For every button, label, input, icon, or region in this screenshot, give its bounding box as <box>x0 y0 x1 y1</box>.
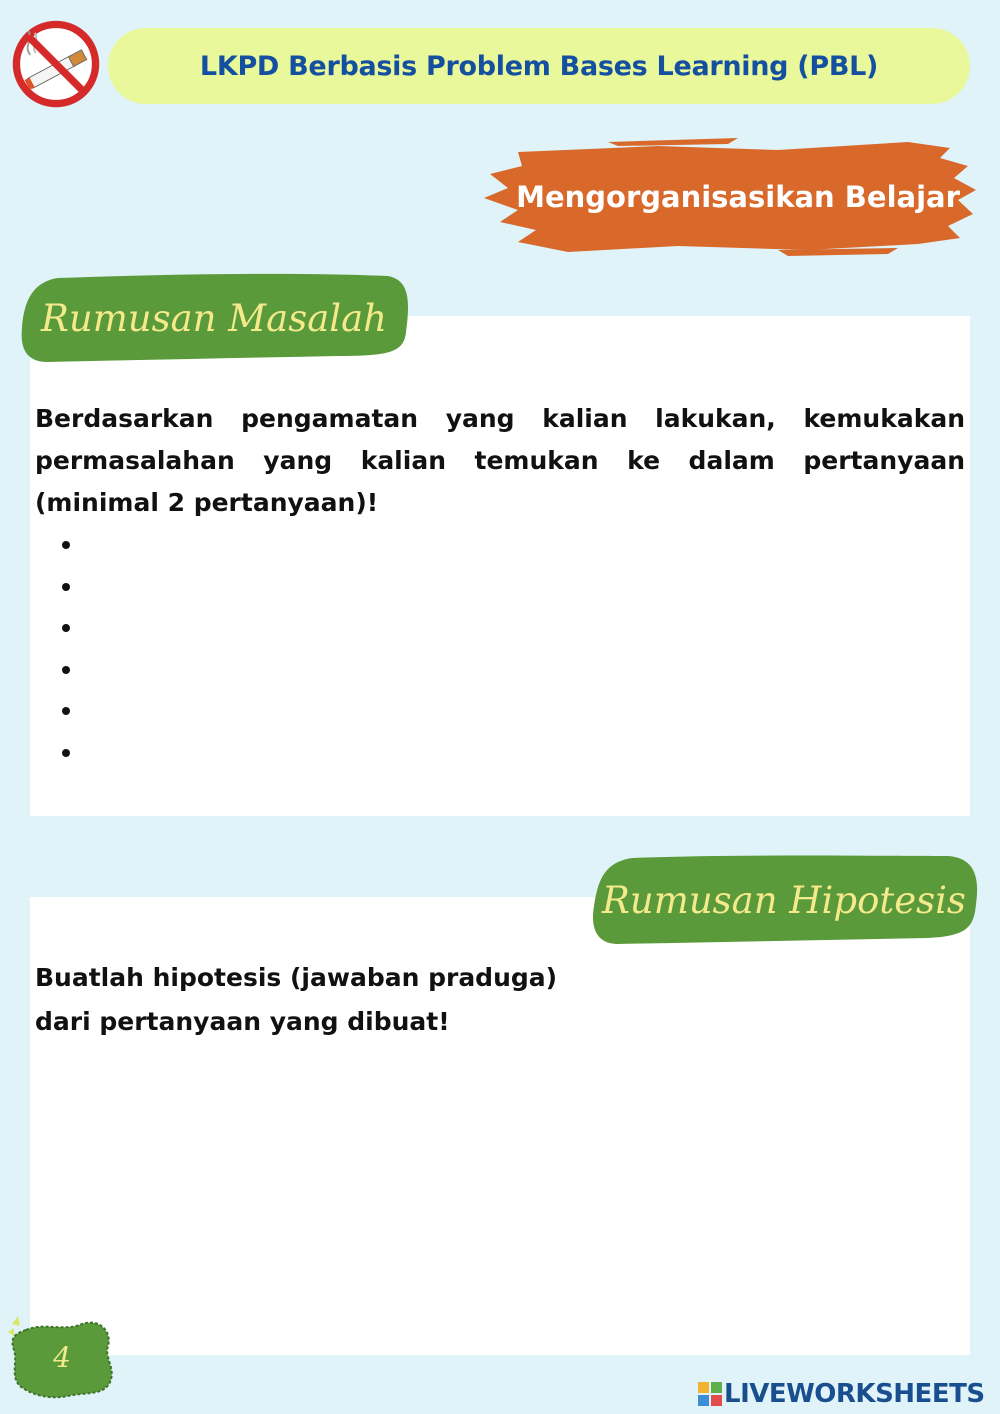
hipotesis-instruction-line-1: Buatlah hipotesis (jawaban praduga) <box>35 963 558 992</box>
liveworksheets-watermark <box>698 1378 985 1410</box>
header-title: LKPD Berbasis Problem Bases Learning (PBL) <box>199 50 879 82</box>
watermark-text: LIVEWORKSHEETS <box>724 1379 985 1409</box>
answer-bullet-item[interactable] <box>60 649 940 691</box>
page-number: 4 <box>53 1340 71 1374</box>
hipotesis-instruction-line-2: dari pertanyaan yang dibuat! <box>35 1007 450 1036</box>
header-banner <box>108 28 970 104</box>
answer-bullet-item[interactable] <box>60 690 940 732</box>
rumusan-hipotesis-tag: Rumusan Hipotesis <box>602 878 966 922</box>
stage-label: Mengorganisasikan Belajar <box>516 180 960 214</box>
rumusan-hipotesis-instruction <box>35 956 635 1044</box>
answer-bullet-list <box>60 524 940 773</box>
rumusan-masalah-instruction: Berdasarkan pengamatan yang kalian lakukan, kemukakan permasalahan yang kalian temukan ke dalam pertanyaan (minimal 2 pertanyaan)! <box>35 404 965 517</box>
rumusan-masalah-tag: Rumusan Masalah <box>41 296 387 340</box>
answer-bullet-item[interactable] <box>60 566 940 608</box>
liveworksheets-logo-icon <box>698 1382 722 1406</box>
answer-bullet-item[interactable] <box>60 524 940 566</box>
answer-bullet-item[interactable] <box>60 732 940 774</box>
no-smoking-icon <box>10 18 102 110</box>
answer-bullet-item[interactable] <box>60 607 940 649</box>
